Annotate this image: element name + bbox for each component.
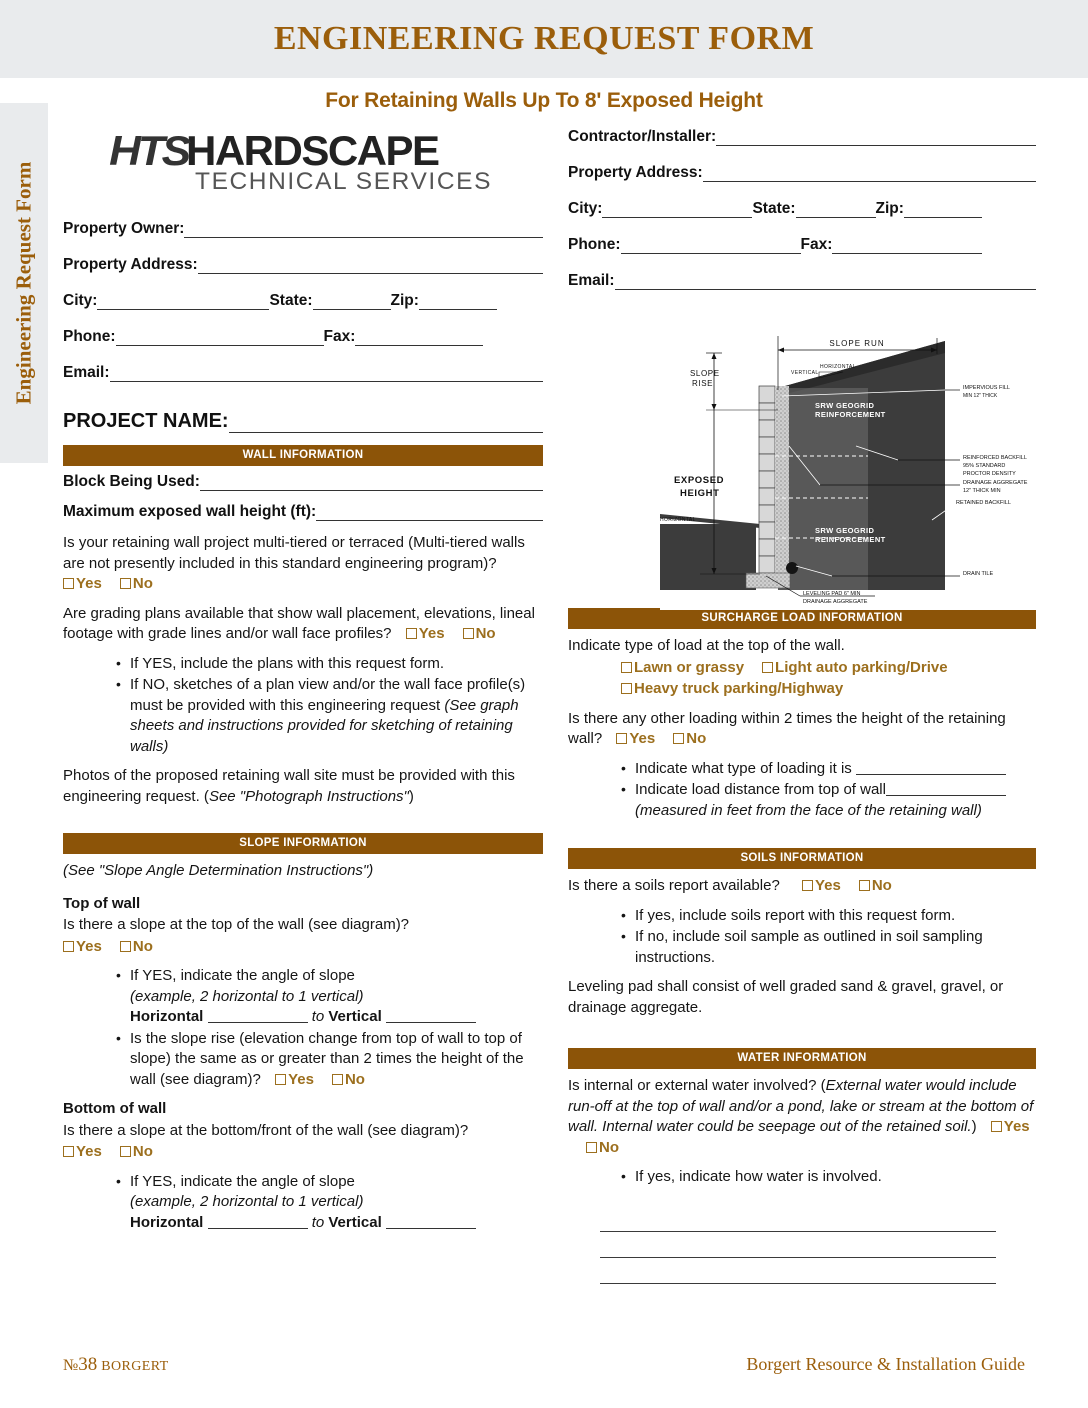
logo-hts-text: HTS — [109, 127, 188, 174]
checkbox-slope-rise-no-label: No — [344, 1070, 365, 1088]
side-tab-label: Engineering Request Form — [11, 161, 36, 405]
vertical-label-top: Vertical — [328, 1008, 382, 1025]
right-column — [568, 128, 1036, 1284]
bullet-loading-type: Indicate what type of loading it is — [635, 759, 852, 777]
list-item — [116, 654, 543, 675]
diagram-label-retained-backfill: RETAINED BACKFILL — [956, 500, 1011, 506]
checkbox-icon[interactable] — [586, 1142, 597, 1153]
checkbox-row-slope-top — [63, 937, 543, 958]
checkbox-grading-no-label: No — [475, 625, 496, 642]
list-item — [116, 1172, 543, 1234]
question-soils-report — [568, 876, 1036, 897]
property-owner-input[interactable] — [184, 223, 543, 238]
checkbox-grading-yes[interactable] — [406, 624, 445, 645]
logo-tagline: TECHNICAL SERVICES — [195, 168, 493, 195]
checkbox-icon[interactable] — [802, 880, 813, 891]
max-exposed-height-input[interactable] — [316, 506, 543, 521]
checkbox-icon[interactable] — [332, 1074, 343, 1085]
subheading-bottom-of-wall: Bottom of wall — [63, 1100, 167, 1117]
owner-city-label: City: — [63, 292, 98, 309]
checkbox-multitier-no-label: No — [132, 575, 153, 592]
surcharge-options-row-2 — [568, 679, 1036, 700]
max-exposed-height-label: Maximum exposed wall height (ft): — [63, 503, 317, 520]
slope-bottom-bullet-list — [63, 1172, 543, 1234]
surcharge-indicate-text: Indicate type of load at the top of the wall. — [568, 637, 845, 654]
list-item — [621, 906, 1036, 927]
checkbox-slope-rise-yes-label: Yes — [288, 1070, 314, 1088]
owner-zip-label: Zip: — [390, 292, 419, 309]
page-subtitle: For Retaining Walls Up To 8' Exposed Height — [325, 89, 763, 112]
subheading-top-of-wall: Top of wall — [63, 894, 141, 912]
left-column — [63, 128, 543, 1242]
diagram-label-slope-rise-2: RISE — [692, 379, 714, 388]
checkbox-icon[interactable] — [616, 733, 627, 744]
contractor-property-address-label: Property Address: — [568, 164, 703, 181]
wall-bullet-list — [63, 654, 543, 758]
bullet-water-how: If yes, indicate how water is involved. — [635, 1168, 882, 1185]
checkbox-water-no[interactable] — [586, 1138, 619, 1159]
checkbox-soils-report-yes-label: Yes — [814, 877, 841, 894]
section-header-surcharge-load-information: SURCHARGE LOAD INFORMATION — [568, 608, 1036, 629]
checkbox-icon[interactable] — [120, 941, 131, 952]
list-item — [621, 927, 1036, 968]
diagram-label-geogrid-lower: SRW GEOGRID — [815, 526, 875, 535]
slope-example-bottom: (example, 2 horizontal to 1 vertical) — [130, 1193, 364, 1210]
contractor-city-input[interactable] — [602, 203, 752, 218]
horizontal-input-top[interactable] — [208, 1009, 308, 1023]
checkbox-light-auto-parking-label: Light auto parking/Drive — [775, 658, 948, 676]
checkbox-slope-top-no[interactable] — [120, 937, 153, 958]
soils-bullet-list — [568, 906, 1036, 969]
contractor-fax-input[interactable] — [832, 239, 982, 254]
project-name-label: PROJECT NAME: — [63, 410, 229, 432]
bullet-indicate-angle-top: If YES, indicate the angle of slope — [130, 967, 355, 984]
bullet-if-no-sketches-note: (See graph sheets and instructions provided for sketching of retaining walls) — [130, 696, 519, 755]
contractor-zip-input[interactable] — [904, 203, 982, 218]
photos-note-b: ) — [408, 787, 414, 805]
surcharge-options-row-1 — [568, 658, 1036, 679]
slope-see-instructions: (See "Slope Angle Determination Instructions") — [63, 862, 374, 879]
contractor-installer-label: Contractor/Installer: — [568, 128, 717, 145]
checkbox-icon[interactable] — [991, 1121, 1002, 1132]
water-bullet-list — [568, 1167, 1036, 1188]
checkbox-icon[interactable] — [621, 662, 632, 673]
checkbox-slope-rise-yes[interactable] — [275, 1070, 314, 1091]
field-project-name[interactable] — [63, 410, 543, 433]
loading-type-input[interactable] — [856, 761, 1006, 775]
bullet-indicate-angle-bottom: If YES, indicate the angle of slope — [130, 1172, 355, 1190]
checkbox-slope-bottom-no-label: No — [132, 1143, 153, 1160]
question-slope-top: Is there a slope at the top of the wall (see diagram)? — [63, 916, 410, 933]
diagram-label-geogrid-lower-2: REINFORCEMENT — [815, 535, 886, 544]
checkbox-icon[interactable] — [463, 628, 474, 639]
footer-guide-title: Borgert Resource & Installation Guide — [746, 1354, 1025, 1374]
checkbox-lawn-or-grassy[interactable] — [621, 658, 744, 679]
page-footer — [0, 1354, 1088, 1376]
owner-property-address-label: Property Address: — [63, 256, 198, 273]
diagram-label-impervious-fill-2: MIN 12" THICK — [963, 393, 998, 399]
diagram-label-slope-rise: SLOPE — [690, 369, 720, 378]
checkbox-water-yes-label: Yes — [1003, 1118, 1030, 1135]
photos-note-italic: See "Photograph Instructions" — [208, 787, 409, 805]
owner-state-label: State: — [269, 292, 313, 309]
owner-city-input[interactable] — [97, 295, 269, 310]
checkbox-grading-no[interactable] — [463, 624, 496, 645]
contractor-installer-input[interactable] — [716, 131, 1036, 146]
field-owner-email[interactable] — [63, 364, 543, 382]
section-header-slope-information: SLOPE INFORMATION — [63, 833, 543, 854]
retaining-wall-cross-section-diagram — [660, 328, 1052, 610]
hts-hardscape-logo — [111, 128, 543, 206]
checkbox-icon[interactable] — [63, 941, 74, 952]
bullet-slope-rise: Is the slope rise (elevation change from top of wall to top of slope) the same as or greater than 2 times the height of the wall (see diagram)? — [130, 1029, 524, 1088]
list-item — [116, 675, 543, 757]
vertical-input-bottom[interactable] — [386, 1215, 476, 1229]
contractor-email-label: Email: — [568, 272, 615, 289]
diagram-label-drain-tile: DRAIN TILE — [963, 571, 994, 577]
checkbox-soils-report-yes[interactable] — [802, 876, 841, 897]
vertical-input-top[interactable] — [386, 1009, 476, 1023]
water-answer-line-2[interactable] — [600, 1232, 996, 1258]
field-contractor-property-address[interactable] — [568, 164, 1036, 182]
owner-fax-input[interactable] — [355, 331, 483, 346]
checkbox-water-no-label: No — [599, 1138, 619, 1156]
checkbox-multitier-yes[interactable] — [63, 574, 102, 595]
contractor-phone-input[interactable] — [621, 239, 801, 254]
contractor-state-input[interactable] — [796, 203, 876, 218]
footer-page-info — [63, 1354, 169, 1376]
water-answer-line-3[interactable] — [600, 1258, 996, 1284]
checkbox-slope-bottom-no[interactable] — [120, 1142, 153, 1163]
block-being-used-label: Block Being Used: — [63, 473, 200, 490]
list-item — [116, 966, 543, 1028]
checkbox-slope-bottom-yes-label: Yes — [76, 1143, 102, 1160]
water-answer-lines[interactable] — [568, 1206, 1036, 1284]
to-label-bottom: to — [311, 1213, 325, 1231]
page-title: ENGINEERING REQUEST FORM — [273, 20, 815, 57]
field-contractor-installer[interactable] — [568, 128, 1036, 146]
section-header-soils-information: SOILS INFORMATION — [568, 848, 1036, 869]
checkbox-icon[interactable] — [120, 578, 131, 589]
owner-property-address-input[interactable] — [198, 259, 543, 274]
checkbox-slope-top-yes-label: Yes — [76, 937, 102, 955]
list-item — [116, 1029, 543, 1091]
diagram-label-geogrid-upper-2: REINFORCEMENT — [815, 410, 886, 419]
leveling-pad-note: Leveling pad shall consist of well graded sand & gravel, gravel, or drainage aggregate. — [568, 978, 1004, 1016]
vertical-label-bottom: Vertical — [328, 1213, 382, 1231]
contractor-email-input[interactable] — [615, 275, 1036, 290]
bullet-load-distance: Indicate load distance from top of wall — [635, 781, 886, 798]
checkbox-icon[interactable] — [673, 733, 684, 744]
footer-page-prefix: № — [63, 1357, 79, 1374]
checkbox-grading-yes-label: Yes — [418, 625, 445, 642]
checkbox-lawn-or-grassy-label: Lawn or grassy — [634, 658, 745, 676]
owner-state-input[interactable] — [313, 295, 391, 310]
surcharge-bullet-list — [568, 759, 1036, 822]
photos-note-a: Photos of the proposed retaining wall site must be provided with this engineering request. ( — [63, 767, 515, 805]
slope-top-bullet-list — [63, 966, 543, 1090]
checkbox-other-loading-no[interactable] — [673, 729, 706, 750]
contractor-city-label: City: — [568, 200, 603, 217]
diagram-label-reinforced-backfill: REINFORCED BACKFILL — [963, 455, 1027, 461]
diagram-label-vertical: VERTICAL — [791, 370, 819, 376]
diagram-label-horizontal-top: HORIZONTAL — [820, 364, 856, 370]
owner-zip-input[interactable] — [419, 295, 497, 310]
list-item — [621, 1167, 1036, 1188]
question-slope-bottom: Is there a slope at the bottom/front of the wall (see diagram)? — [63, 1121, 469, 1139]
diagram-label-geogrid-upper: SRW GEOGRID — [815, 401, 875, 410]
question-grading-plans — [63, 604, 543, 645]
checkbox-row-slope-bottom — [63, 1142, 543, 1163]
checkbox-slope-bottom-yes[interactable] — [63, 1142, 102, 1163]
checkbox-heavy-truck-parking[interactable] — [621, 679, 843, 700]
bullet-if-yes-plans: If YES, include the plans with this request form. — [130, 654, 445, 672]
question-water-involved — [568, 1076, 1036, 1158]
question-water-involved-a: Is internal or external water involved? ( — [568, 1077, 826, 1094]
field-contractor-phone-fax[interactable] — [568, 236, 1036, 254]
field-property-owner[interactable] — [63, 220, 543, 238]
owner-phone-label: Phone: — [63, 328, 116, 345]
checkbox-soils-report-no-label: No — [871, 877, 892, 894]
side-tab — [0, 103, 48, 463]
diagram-label-reinforced-backfill-3: PROCTOR DENSITY — [963, 471, 1016, 477]
contractor-zip-label: Zip: — [875, 200, 904, 217]
question-water-involved-italic: External water would include run-off at the top of wall and/or a pond, lake or stream at the bottom of wall. Internal water could be seepage out of the retained soil. — [568, 1077, 1034, 1135]
diagram-label-drainage-aggregate: DRAINAGE AGGREGATE — [963, 480, 1028, 486]
checkbox-other-loading-yes-label: Yes — [629, 730, 656, 747]
contractor-state-label: State: — [752, 200, 796, 217]
checkbox-heavy-truck-parking-label: Heavy truck parking/Highway — [634, 680, 844, 697]
question-water-involved-b: ) — [971, 1118, 977, 1135]
checkbox-icon[interactable] — [762, 662, 773, 673]
diagram-label-impervious-fill: IMPERVIOUS FILL — [963, 385, 1010, 391]
diagram-label-slope-run: SLOPE RUN — [829, 339, 885, 348]
list-item — [621, 780, 1036, 821]
checkbox-icon[interactable] — [275, 1074, 286, 1085]
footer-brand: BORGERT — [101, 1359, 169, 1374]
field-owner-property-address[interactable] — [63, 256, 543, 274]
owner-phone-input[interactable] — [116, 331, 324, 346]
diagram-label-horizontal-left: HORIZONTAL — [660, 517, 696, 523]
load-distance-input[interactable] — [886, 782, 1006, 796]
checkbox-icon[interactable] — [63, 1146, 74, 1157]
contractor-fax-label: Fax: — [800, 236, 833, 253]
checkbox-other-loading-yes[interactable] — [616, 729, 655, 750]
checkbox-icon[interactable] — [120, 1146, 131, 1157]
diagram-label-leveling-pad: LEVELING PAD 6" MIN — [803, 591, 861, 597]
section-header-wall-information: WALL INFORMATION — [63, 445, 543, 466]
footer-page-number: 38 — [78, 1354, 98, 1375]
bullet-soils-if-no: If no, include soil sample as outlined in soil sampling instructions. — [635, 928, 983, 966]
to-label-top: to — [311, 1008, 325, 1025]
question-multitier — [63, 533, 543, 595]
load-distance-note: (measured in feet from the face of the retaining wall) — [635, 801, 982, 819]
checkbox-multitier-no[interactable] — [120, 574, 153, 595]
list-item — [621, 759, 1036, 780]
owner-email-label: Email: — [63, 364, 110, 381]
block-being-used-input[interactable] — [200, 476, 543, 491]
checkbox-icon[interactable] — [63, 578, 74, 589]
contractor-phone-label: Phone: — [568, 236, 621, 253]
property-owner-label: Property Owner: — [63, 220, 185, 237]
diagram-label-leveling-pad-2: DRAINAGE AGGREGATE — [803, 599, 868, 605]
horizontal-label-top: Horizontal — [130, 1008, 204, 1025]
bullet-soils-if-yes: If yes, include soils report with this request form. — [635, 906, 956, 924]
checkbox-slope-rise-no[interactable] — [332, 1070, 365, 1091]
checkbox-multitier-yes-label: Yes — [76, 575, 102, 592]
diagram-label-exposed-height: EXPOSED — [674, 475, 725, 486]
checkbox-icon[interactable] — [621, 683, 632, 694]
section-header-water-information: WATER INFORMATION — [568, 1048, 1036, 1069]
photos-note — [63, 766, 543, 807]
checkbox-water-yes[interactable] — [991, 1117, 1030, 1138]
slope-example-top: (example, 2 horizontal to 1 vertical) — [130, 987, 364, 1005]
checkbox-slope-top-yes[interactable] — [63, 937, 102, 958]
field-block-being-used[interactable] — [63, 473, 543, 491]
checkbox-light-auto-parking[interactable] — [762, 658, 948, 679]
checkbox-other-loading-no-label: No — [686, 730, 707, 747]
field-max-exposed-height[interactable] — [63, 503, 543, 521]
horizontal-label-bottom: Horizontal — [130, 1213, 204, 1231]
logo-hardscape-text: HARDSCAPE — [186, 127, 439, 174]
project-name-input[interactable] — [229, 418, 543, 433]
contractor-property-address-input[interactable] — [703, 167, 1036, 182]
checkbox-slope-top-no-label: No — [132, 937, 153, 955]
owner-email-input[interactable] — [110, 367, 543, 382]
field-contractor-city-state-zip[interactable] — [568, 200, 1036, 218]
checkbox-soils-report-no[interactable] — [859, 876, 892, 897]
diagram-label-exposed-height-2: HEIGHT — [680, 488, 720, 499]
field-contractor-email[interactable] — [568, 272, 1036, 290]
diagram-label-reinforced-backfill-2: 95% STANDARD — [963, 463, 1006, 469]
checkbox-icon[interactable] — [406, 628, 417, 639]
water-answer-line-1[interactable] — [600, 1206, 996, 1232]
field-owner-city-state-zip[interactable] — [63, 292, 543, 310]
field-owner-phone-fax[interactable] — [63, 328, 543, 346]
owner-fax-label: Fax: — [323, 328, 356, 345]
bullet-if-no-sketches: If NO, sketches of a plan view and/or the wall face profile(s) must be provided with this engineering request — [130, 676, 526, 714]
top-banner — [0, 0, 1088, 78]
checkbox-icon[interactable] — [859, 880, 870, 891]
horizontal-input-bottom[interactable] — [208, 1215, 308, 1229]
diagram-label-drainage-aggregate-2: 12" THICK MIN — [963, 488, 1001, 494]
question-grading-plans-text: Are grading plans available that show wall placement, elevations, lineal footage with grade lines and/or wall face profiles? — [63, 604, 535, 642]
question-other-loading-text: Is there any other loading within 2 times the height of the retaining wall? — [568, 709, 1006, 747]
question-soils-report-text: Is there a soils report available? — [568, 877, 780, 894]
question-multitier-text: Is your retaining wall project multi-tiered or terraced (Multi-tiered walls are not presently included in this standard engineering program)? — [63, 534, 525, 572]
question-other-loading — [568, 709, 1036, 750]
